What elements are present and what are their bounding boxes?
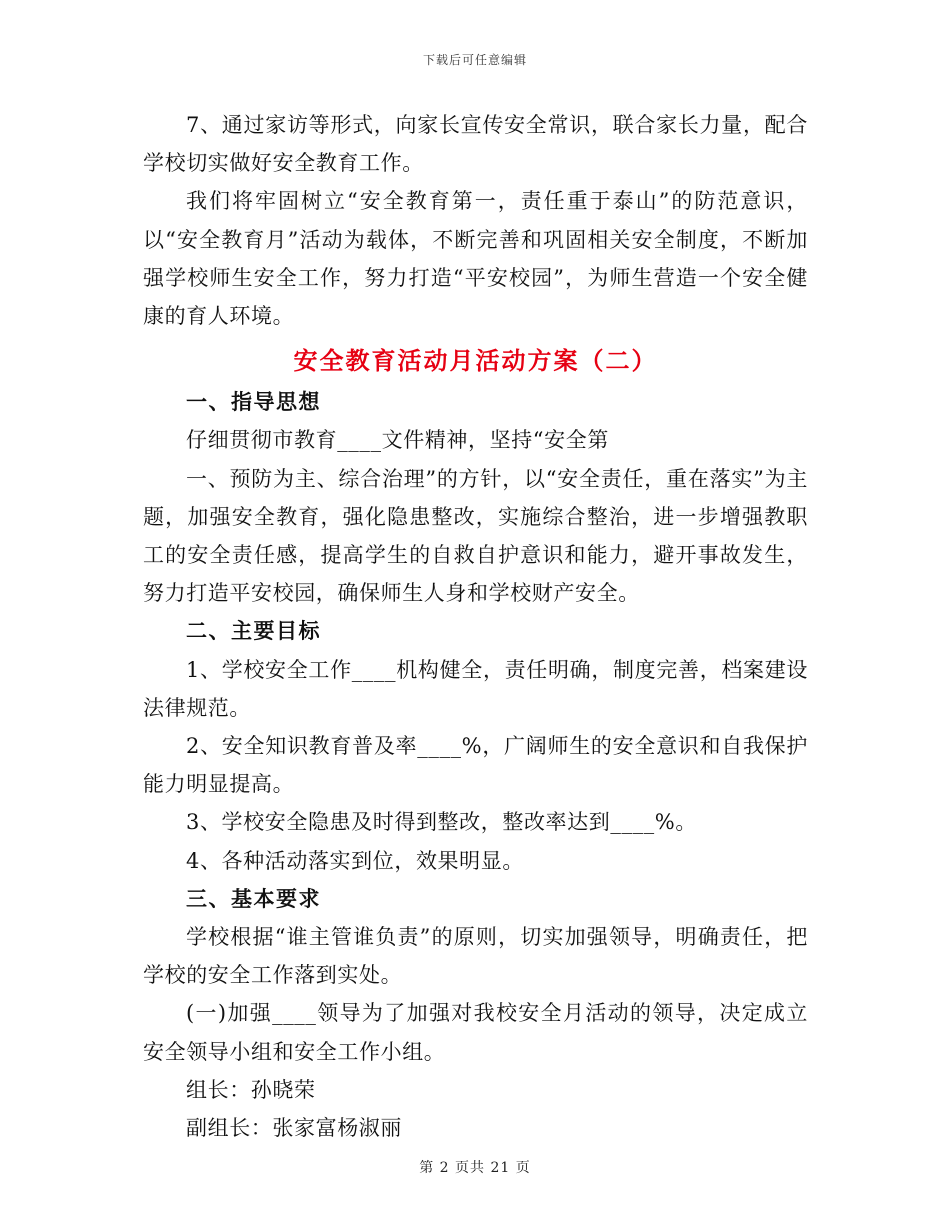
heading-main-goals: 二、主要目标 [186,618,321,644]
goal-item-4: 4、各种活动落实到位，效果明显。 [186,848,524,873]
header-note: 下载后可任意编辑 [422,53,527,67]
section-title: 安全教育活动月活动方案（二） [293,346,658,376]
paragraph-leadership: (一)加强____领导为了加强对我校安全月活动的领导，决定成立安全领导小组和安全工作小组。 [143,1001,808,1064]
goal-item-2: 2、安全知识教育普及率____%，广阔师生的安全意识和自我保护能力明显提高。 [143,734,808,797]
goal-item-3: 3、学校安全隐患及时得到整改，整改率达到____%。 [186,810,697,835]
heading-guiding-ideology: 一、指导思想 [186,389,321,415]
document-body [143,106,808,1147]
heading-basic-requirements: 三、基本要求 [186,885,321,911]
goal-item-1: 1、学校安全工作____机构健全，责任明确，制度完善，档案建设法律规范。 [143,657,808,720]
paragraph-commitment: 我们将牢固树立“安全教育第一，责任重于泰山”的防范意识，以“安全教育月”活动为载体，不断完善和巩固相关安全制度，不断加强学校师生安全工作，努力打造“平安校园”，为师生营造一个安全健康的育人环境。 [143,189,808,329]
paragraph-responsibility: 学校根据“谁主管谁负责”的原则，切实加强领导，明确责任，把学校的安全工作落到实处。 [143,925,808,988]
leader-line: 组长：孙晓荣 [186,1077,316,1102]
paragraph-guiding-2: 一、预防为主、综合治理”的方针，以“安全责任，重在落实”为主题，加强安全教育，强化隐患整改，实施综合整治，进一步增强教职工的安全责任感，提高学生的自救自护意识和能力，避开事故发生，努力打造平安校园，确保师生人身和学校财产安全。 [143,466,808,606]
page-footer: 第 2 页共 21 页 [419,1160,531,1176]
paragraph-item-7: 7、通过家访等形式，向家长宣传安全常识，联合家长力量，配合学校切实做好安全教育工作。 [143,113,808,176]
paragraph-guiding-1: 仔细贯彻市教育____文件精神，坚持“安全第 [186,428,609,453]
vice-leader-line: 副组长：张家富杨淑丽 [186,1116,402,1141]
